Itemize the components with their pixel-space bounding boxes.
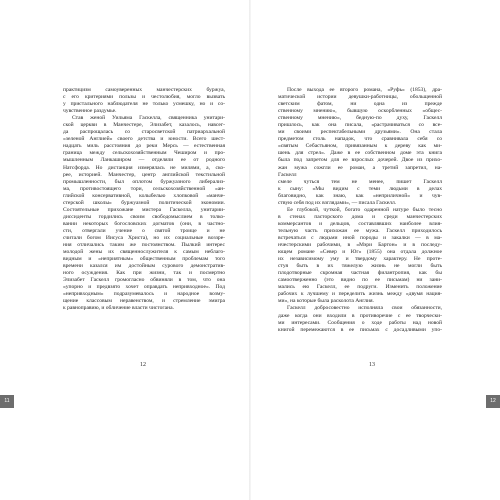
right-page-text-line: даже когда они входили в противоречие с ее творчески- (278, 312, 442, 319)
right-page-text-line: шень для стрел». Даже в ее собственном доме эта книга (278, 150, 442, 157)
left-page-text-line: «зеленой Англией» своего детства и юности. Всего шест- (63, 136, 225, 143)
right-page-text-line: плодотворные скромная частная филантропия, как бы (278, 270, 442, 277)
right-page-text-line: встречаться с людьми иной породы и закалки — в ма- (278, 234, 442, 241)
right-page-text-line: «святым Себастьяном, привязанным к дереву как ми- (278, 143, 442, 150)
left-page-text-line: глийской консервативной, колыбелью хлопковой «манче- (63, 192, 225, 199)
right-page-text-line: стуя быть в их тяжелую жизнь не могли быть (278, 263, 442, 270)
left-page-text-line: надцать миль расстояния до реки Мерсь — естественная (63, 143, 225, 150)
right-page-number: 13 (369, 362, 375, 368)
right-page-text-line: Гаскелл (278, 171, 297, 178)
right-page-text-line: Гаскелл добросовестно исполняла свои обязанности, (287, 305, 442, 312)
left-page-text-line: «упорно и предвзято хочет оправдать непривходное». Под (63, 284, 225, 291)
left-page-text-line: стерской школы» буржуазной политической экономии. (63, 199, 225, 206)
left-page-number: 12 (140, 362, 146, 368)
right-page-text-line: ственному мнению», бедную-по духу, Гаскелл (278, 115, 442, 122)
left-page-text-line: практицизм самоуверенных манчестерских буржуа, (63, 87, 225, 93)
right-page-text-line: в стенах пасторского дома и среди манчестерских (278, 213, 442, 220)
left-page-text-line: «непривходным» подразумевалось и народное возму- (63, 291, 225, 298)
right-page-text-line: пришлось, как она писала, «растрачиваться со все- (278, 122, 442, 129)
left-page-text-line: к равноправию, и обличение власти чистогана. (63, 305, 174, 312)
right-page-text-line: книгой перемежаются в ее письмах с досадливыми упо- (278, 326, 442, 333)
right-page-text-line: смеле чуться тем не менее, пишет Гаскелл (278, 178, 442, 185)
left-page-text-line: молодой жены их священнослужителя к самым неблаго- (63, 249, 225, 256)
left-page-text-line: ного осуждения. Как при жизни, так и посмертно (63, 270, 225, 277)
right-page-text-line: рабочих к лучшему и переделить жизнь между «двумя нация- (278, 291, 442, 298)
right-page-text-line: жан мужа сожгли ее роман, а третий запретил, на- (278, 164, 442, 171)
right-page-text-line: предметом столь нападок, что сравнивала себя со (278, 136, 442, 143)
left-page-text-line: времени казался им достойным сурового демонстратив- (63, 263, 225, 270)
left-edge-tab: 11 (0, 395, 14, 408)
left-page-text-line: вании некоторых богословских догматов (они, в частно- (63, 220, 225, 227)
right-page-text-line: была под запретом для ее взрослых дочерей. Двое из прихо- (278, 157, 442, 164)
left-page-text-line: мышленным Ланкаширом — отделяли ее от родного (63, 157, 225, 164)
left-page-text-line: ма, противостоящего тори, сельскохозяйственной «ан- (63, 185, 225, 192)
left-page-text-line: промышленности, был оплотом буржуазного либерализ- (63, 178, 225, 185)
left-page-text-line: у пристального наблюдателя не только усмешку, но и со- (63, 101, 225, 108)
left-page-text-line: рее, историей. Манчестер, центр английской текстильной (63, 171, 225, 178)
left-page-text-line: щение классовым неравенством, и стремление эмигра (63, 298, 225, 305)
left-page-text-line: диссиденты гордились своим свободомыслием в толко- (63, 213, 225, 220)
left-page-text-line: Состоятельные прихожане мистера Гаскелла, унитарии- (63, 206, 225, 213)
right-page-text-line: к сыну: «Мы видим с теми людьми в делах (278, 185, 442, 192)
right-page (250, 0, 500, 500)
right-edge-tab: 12 (486, 395, 500, 408)
left-page-text (63, 87, 225, 313)
left-page-text-line: да распрощалась со старосветской патриархальной (63, 129, 225, 136)
right-page-text-line: тельную часть прихожан ее мужа. Гаскелл приходилось (278, 227, 442, 234)
left-page-text-line: ния отличались таким же постоянством. Пылкий интерес (63, 242, 225, 249)
right-page-text-line: Ее глубокой, чуткой, богато одаренной натуре было тесно (287, 206, 442, 213)
right-page-text-line: светским фатом, ни одна из прежде (278, 101, 442, 108)
left-page-text-line: чувственное раздумье. (63, 108, 117, 115)
right-page-text-line: ющем романе «Север и Юг» (1855) она отдала должное (278, 249, 442, 256)
right-page-text-line: ми интересами. Сообщения о ходе работы над новой (278, 319, 442, 326)
right-page-text-line: коммерсантов и дельцов, составлявших наиболее влия- (278, 220, 442, 227)
left-page-text-line: с его критериями пользы и честолюбия, могло вызвать (63, 94, 225, 101)
right-page-text-line: ми», на которые была расколота Англия. (278, 298, 374, 305)
right-page-text-line: самоотверженно (это видно по ее письмам) ни зани- (278, 277, 442, 284)
left-page-text-line: Став женой Уильяма Гаскелла, священника унитари- (72, 115, 225, 122)
left-page-text-line: ской церкви в Манчестере, Элизабет, казалось, навсег- (63, 122, 225, 129)
right-page-text-line: нчестерскими рабочими, в «Мэри Бартон» и в последу- (278, 242, 442, 249)
right-page-text-line: После выхода ее второго романа, «Руфь» (1853), дра- (287, 87, 442, 93)
right-page-text-line: их независимому уму и твердому характеру. Не проте- (278, 256, 442, 263)
left-page-text-line: граница между сельскохозяйственным Чеширом и про- (63, 150, 225, 157)
right-page-text-line: ственному мнению», бывшую оскорбленных «общес- (278, 108, 442, 115)
left-page-text-line: Элизабет Гаскелл громогласно обвиняли в том, что она (63, 277, 225, 284)
left-page-text-line: Натсфорда. Но дистанция измерялась не милями, а, ско- (63, 164, 225, 171)
right-page-text-line: благовидно, как знаю, как «неприличной» и чув- (278, 192, 442, 199)
left-page-text-line: видным и «неприятным» общественным проблемам того (63, 256, 225, 263)
right-page-text-line: матической истории девушки-работницы, обольщенной (278, 94, 442, 101)
right-page-text-line: ми своими респектабельными друзьями». Она стала (278, 129, 442, 136)
left-page-text-line: считали богом Иисуса Христа), но их социальные воззре- (63, 234, 225, 241)
left-page-text-line: сти, отвергали учение о святой троице и не (63, 227, 225, 234)
right-page-text-line: мались ею Гаскелл, ее подруги. Изменить положение (278, 284, 442, 291)
right-page-text-line: ствую себя под их взглядами», — писала Гаскелл. (278, 199, 397, 206)
right-page-text (278, 87, 442, 334)
